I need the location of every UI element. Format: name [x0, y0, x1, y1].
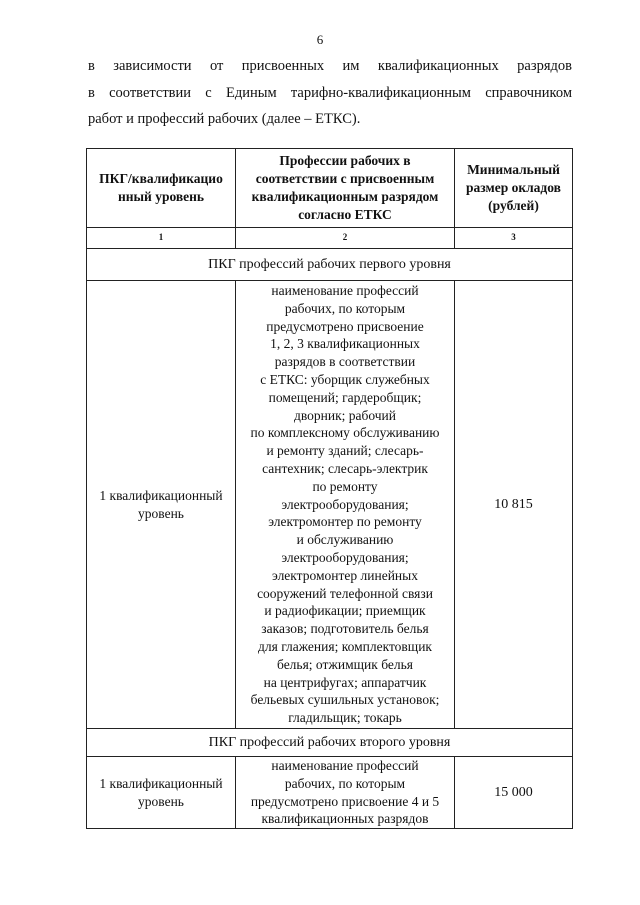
column-number: 2 [236, 228, 455, 249]
header-professions: Профессии рабочих в соответствии с присвоенным квалификационным разрядом согласно ЕТКС [236, 149, 455, 228]
group-title-row [87, 729, 573, 757]
profession-line: 1, 2, 3 квалификационных [270, 336, 420, 352]
profession-line: заказов; подготовитель белья [261, 621, 429, 637]
table-row [87, 757, 573, 829]
professions-cell [236, 757, 455, 829]
profession-line: дворник; рабочий [293, 407, 397, 423]
profession-line: сантехник; слесарь-электрик [262, 461, 428, 476]
profession-line: бельевых сушильных установок; [250, 692, 440, 708]
salary-cell: 10 815 [455, 281, 573, 729]
profession-line: рабочих, по которым [284, 775, 406, 791]
intro-line: в зависимости от присвоенных им квалификационных разрядов [88, 58, 572, 74]
profession-line: на центрифугах; аппаратчик [263, 674, 427, 690]
profession-line: наименование профессий [271, 283, 419, 299]
level-cell: 1 квалификационный уровень [87, 757, 236, 829]
profession-line: электромонтер по ремонту [268, 514, 422, 530]
group-title: ПКГ профессий рабочих второго уровня [87, 729, 573, 757]
table-header-row [87, 149, 573, 228]
profession-line: по комплексному обслуживанию [250, 425, 440, 441]
professions-list [239, 757, 451, 828]
profession-line: электрооборудования; [281, 549, 409, 565]
profession-line: белья; отжимщик белья [277, 656, 413, 672]
table-row [87, 281, 573, 729]
group-title-row [87, 249, 573, 281]
header-level: ПКГ/квалификацио нный уровень [87, 149, 236, 228]
profession-line: предусмотрено присвоение 4 и 5 [250, 793, 440, 809]
profession-line: по ремонту [312, 478, 378, 494]
profession-line: и радиофикации; приемщик [264, 603, 426, 619]
header-salary: Минимальный размер окладов (рублей) [455, 149, 573, 228]
intro-paragraph [88, 53, 572, 133]
column-number: 3 [455, 228, 573, 249]
profession-line: и обслуживанию [296, 532, 394, 548]
page-number: 6 [316, 32, 324, 47]
profession-line: гладильщик; токарь [288, 710, 402, 726]
intro-line: работ и профессий рабочих (далее – ЕТКС). [88, 111, 361, 127]
profession-line: наименование профессий [271, 758, 419, 773]
profession-line: электромонтер линейных [272, 567, 418, 583]
profession-line: и ремонту зданий; слесарь- [266, 443, 424, 459]
salary-table [86, 148, 573, 829]
profession-line: квалификационных разрядов [261, 811, 429, 827]
column-numbers-row [87, 228, 573, 249]
profession-line: для глажения; комплектовщик [258, 638, 432, 654]
profession-line: разрядов в соответствии [274, 354, 416, 370]
column-number: 1 [87, 228, 236, 249]
salary-cell: 15 000 [455, 757, 573, 829]
professions-list [239, 282, 451, 727]
level-cell: 1 квалификационный уровень [87, 281, 236, 729]
professions-cell [236, 281, 455, 729]
group-title: ПКГ профессий рабочих первого уровня [87, 249, 573, 281]
profession-line: электрооборудования; [281, 496, 409, 512]
profession-line: предусмотрено присвоение [266, 318, 424, 334]
profession-line: с ЕТКС: уборщик служебных [260, 372, 430, 388]
profession-line: сооружений телефонной связи [257, 585, 433, 601]
profession-line: помещений; гардеробщик; [268, 389, 422, 405]
profession-line: рабочих, по которым [284, 300, 406, 316]
intro-line: в соответствии с Единым тарифно-квалификационным справочником [88, 84, 572, 101]
